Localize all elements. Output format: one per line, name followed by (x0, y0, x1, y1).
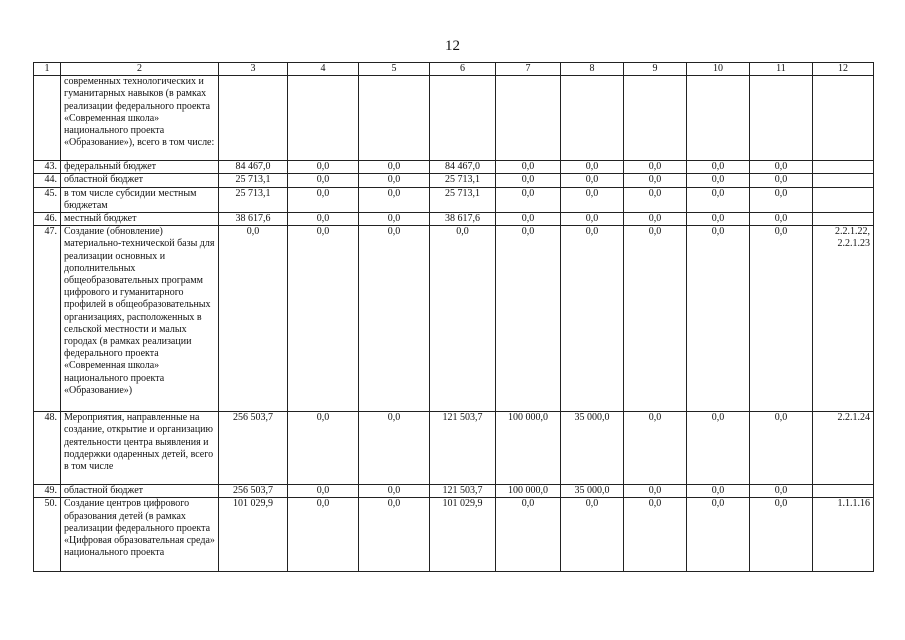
code-cell: 2.2.1.22, 2.2.1.23 (813, 226, 874, 412)
header-cell: 4 (288, 63, 359, 76)
code-cell (813, 174, 874, 187)
row-number-cell: 43. (34, 161, 61, 174)
value-cell: 38 617,6 (430, 213, 496, 226)
header-cell: 10 (687, 63, 750, 76)
row-name-cell: областной бюджет (61, 174, 219, 187)
value-cell: 0,0 (624, 412, 687, 485)
value-cell: 0,0 (624, 213, 687, 226)
code-cell (813, 161, 874, 174)
header-cell: 6 (430, 63, 496, 76)
value-cell: 0,0 (750, 226, 813, 412)
header-cell: 9 (624, 63, 687, 76)
row-name-cell: местный бюджет (61, 213, 219, 226)
value-cell: 0,0 (496, 174, 561, 187)
row-name-cell: современных технологических и гуманитарных навыков (в рамках реализации федерального проекта «Современная школа» национального проекта «Образование»), всего в том числе: (61, 76, 219, 161)
value-cell: 0,0 (219, 226, 288, 412)
value-cell: 0,0 (750, 498, 813, 572)
row-number-cell: 47. (34, 226, 61, 412)
row-number-cell: 45. (34, 187, 61, 212)
value-cell: 0,0 (561, 226, 624, 412)
value-cell: 0,0 (288, 412, 359, 485)
value-cell: 0,0 (561, 213, 624, 226)
value-cell: 25 713,1 (430, 174, 496, 187)
value-cell: 121 503,7 (430, 485, 496, 498)
code-cell (813, 485, 874, 498)
table-row (34, 485, 874, 498)
code-cell (813, 187, 874, 212)
value-cell: 0,0 (750, 161, 813, 174)
row-number-cell: 44. (34, 174, 61, 187)
value-cell: 0,0 (288, 187, 359, 212)
value-cell: 0,0 (624, 174, 687, 187)
value-cell (687, 76, 750, 161)
value-cell: 0,0 (750, 174, 813, 187)
value-cell: 0,0 (687, 213, 750, 226)
value-cell: 0,0 (561, 187, 624, 212)
table-row (34, 226, 874, 412)
value-cell: 0,0 (496, 161, 561, 174)
value-cell: 0,0 (496, 187, 561, 212)
row-number-cell: 46. (34, 213, 61, 226)
value-cell (561, 76, 624, 161)
value-cell: 0,0 (687, 187, 750, 212)
header-cell: 2 (61, 63, 219, 76)
value-cell (750, 76, 813, 161)
value-cell: 0,0 (496, 498, 561, 572)
row-number-cell (34, 76, 61, 161)
value-cell: 0,0 (359, 498, 430, 572)
value-cell: 0,0 (561, 498, 624, 572)
value-cell: 25 713,1 (219, 187, 288, 212)
value-cell: 101 029,9 (219, 498, 288, 572)
row-name-cell: Создание центров цифрового образования детей (в рамках реализации федерального проекта «Цифровая образовательная среда» национального проекта (61, 498, 219, 572)
value-cell: 0,0 (288, 485, 359, 498)
header-cell: 5 (359, 63, 430, 76)
value-cell: 0,0 (359, 412, 430, 485)
value-cell: 0,0 (496, 213, 561, 226)
value-cell: 0,0 (359, 226, 430, 412)
value-cell: 0,0 (496, 226, 561, 412)
value-cell: 121 503,7 (430, 412, 496, 485)
table-row (34, 187, 874, 212)
header-cell: 1 (34, 63, 61, 76)
value-cell (288, 76, 359, 161)
value-cell: 84 467,0 (219, 161, 288, 174)
row-number-cell: 49. (34, 485, 61, 498)
code-cell: 1.1.1.16 (813, 498, 874, 572)
header-cell: 8 (561, 63, 624, 76)
value-cell (624, 76, 687, 161)
value-cell: 0,0 (624, 226, 687, 412)
value-cell: 0,0 (750, 187, 813, 212)
value-cell: 0,0 (288, 174, 359, 187)
row-name-cell: областной бюджет (61, 485, 219, 498)
value-cell: 0,0 (750, 213, 813, 226)
value-cell (219, 76, 288, 161)
value-cell: 35 000,0 (561, 412, 624, 485)
value-cell (496, 76, 561, 161)
value-cell (359, 76, 430, 161)
code-cell (813, 76, 874, 161)
table-row (34, 213, 874, 226)
value-cell: 0,0 (687, 412, 750, 485)
value-cell: 25 713,1 (430, 187, 496, 212)
value-cell: 0,0 (687, 174, 750, 187)
value-cell (430, 76, 496, 161)
value-cell: 38 617,6 (219, 213, 288, 226)
code-cell: 2.2.1.24 (813, 412, 874, 485)
value-cell: 0,0 (624, 485, 687, 498)
table-row (34, 412, 874, 485)
row-name-cell: в том числе субсидии местным бюджетам (61, 187, 219, 212)
value-cell: 256 503,7 (219, 485, 288, 498)
value-cell: 0,0 (288, 213, 359, 226)
page-number: 12 (445, 38, 460, 54)
row-name-cell: федеральный бюджет (61, 161, 219, 174)
value-cell: 0,0 (687, 226, 750, 412)
table-row (34, 76, 874, 161)
value-cell: 0,0 (687, 498, 750, 572)
header-cell: 7 (496, 63, 561, 76)
value-cell: 0,0 (288, 161, 359, 174)
value-cell: 0,0 (750, 412, 813, 485)
value-cell: 0,0 (624, 498, 687, 572)
table-row (34, 498, 874, 572)
value-cell: 101 029,9 (430, 498, 496, 572)
value-cell: 0,0 (624, 161, 687, 174)
value-cell: 0,0 (359, 161, 430, 174)
value-cell: 0,0 (561, 174, 624, 187)
header-cell: 12 (813, 63, 874, 76)
row-name-cell: Мероприятия, направленные на создание, открытие и организацию деятельности центра выявления и поддержки одаренных детей, всего в том числе (61, 412, 219, 485)
value-cell: 100 000,0 (496, 485, 561, 498)
value-cell: 0,0 (359, 187, 430, 212)
value-cell: 0,0 (750, 485, 813, 498)
row-number-cell: 48. (34, 412, 61, 485)
value-cell: 0,0 (359, 174, 430, 187)
value-cell: 0,0 (288, 498, 359, 572)
value-cell: 256 503,7 (219, 412, 288, 485)
table-row (34, 161, 874, 174)
table-body (34, 76, 874, 572)
header-cell: 11 (750, 63, 813, 76)
value-cell: 0,0 (359, 485, 430, 498)
table-header-row (34, 63, 874, 76)
value-cell: 0,0 (624, 187, 687, 212)
value-cell: 0,0 (687, 161, 750, 174)
value-cell: 84 467,0 (430, 161, 496, 174)
row-number-cell: 50. (34, 498, 61, 572)
budget-table (33, 62, 874, 572)
value-cell: 35 000,0 (561, 485, 624, 498)
value-cell: 0,0 (430, 226, 496, 412)
header-cell: 3 (219, 63, 288, 76)
row-name-cell: Создание (обновление) материально-технической базы для реализации основных и дополнительных общеобразовательных программ цифрового и гуманитарного профилей в общеобразовательных организациях, расположенных в сельской местности и малых городах (в рамках реализации федерального проекта «Современная школа» национального проекта «Образование») (61, 226, 219, 412)
code-cell (813, 213, 874, 226)
value-cell: 0,0 (359, 213, 430, 226)
value-cell: 0,0 (561, 161, 624, 174)
value-cell: 100 000,0 (496, 412, 561, 485)
value-cell: 0,0 (687, 485, 750, 498)
table-row (34, 174, 874, 187)
value-cell: 0,0 (288, 226, 359, 412)
value-cell: 25 713,1 (219, 174, 288, 187)
